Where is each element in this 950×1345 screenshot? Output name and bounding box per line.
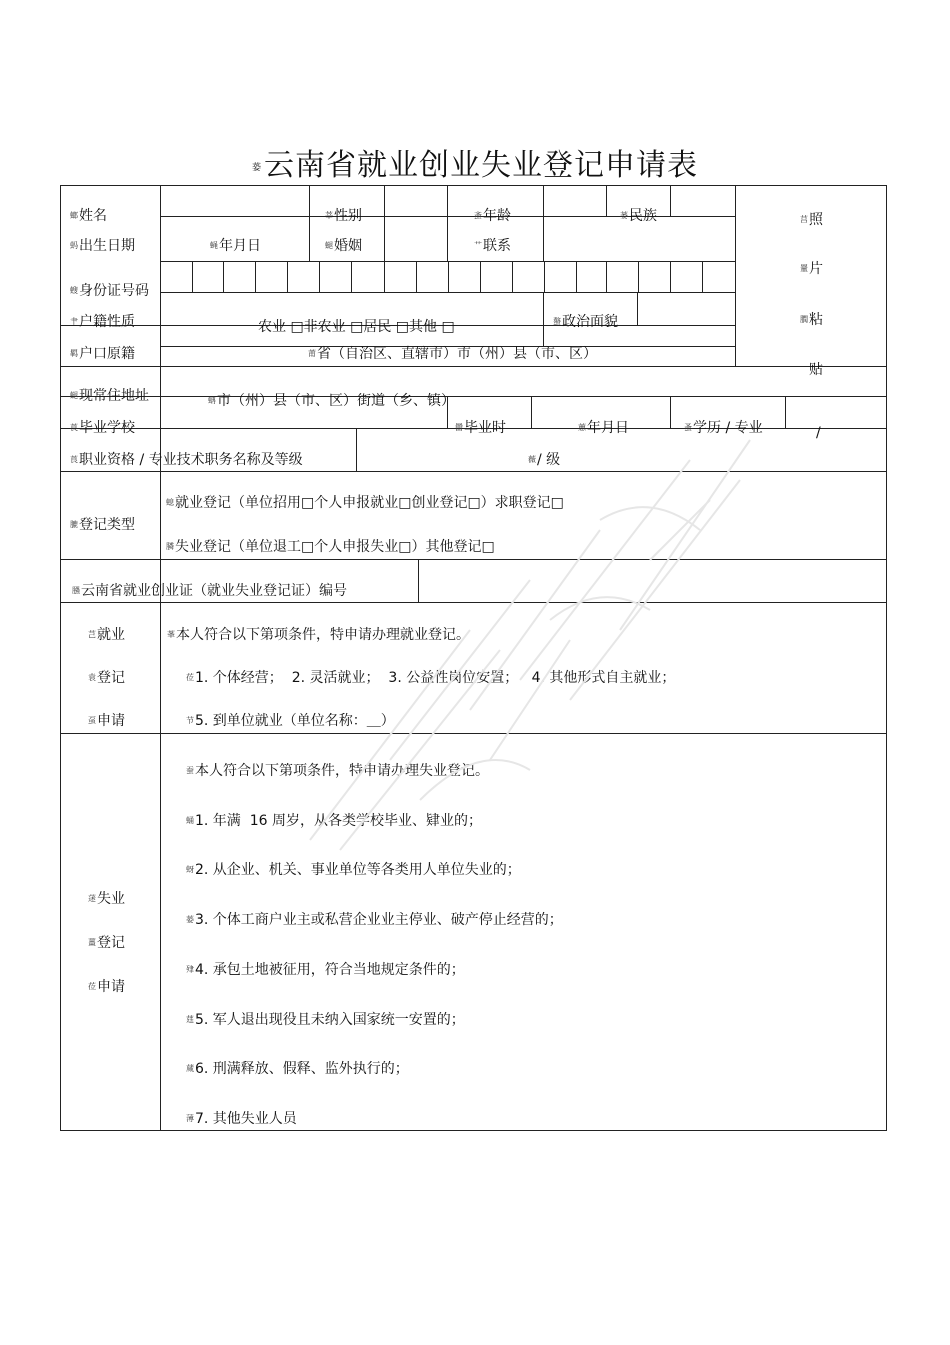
name-label: 螂姓名 (70, 208, 107, 224)
id-cell-line (638, 261, 639, 292)
employment-label-2: 袁登记 (88, 670, 125, 686)
political-label: 螯政治面貌 (553, 314, 618, 330)
registration-type-label: 膔登记类型 (70, 517, 135, 533)
photo-text-3: 膶粘 (800, 312, 823, 328)
col-line (606, 185, 607, 216)
id-cell-line (319, 261, 320, 292)
col-line (356, 428, 357, 471)
unemployment-item: 蚜2. 从企业、机关、事业单位等各类用人单位失业的； (186, 862, 521, 878)
id-cell-line (223, 261, 224, 292)
title-text: 云南省就业创业失业登记申请表 (264, 148, 698, 183)
id-cell-line (512, 261, 513, 292)
photo-text-1: 莒照 (800, 212, 823, 228)
row-line (60, 471, 887, 472)
unemployment-item: 蛹1. 年满 16 周岁，从各类学校毕业、肄业的； (186, 813, 482, 829)
row-line (160, 292, 735, 293)
unemployment-item: 薄7. 其他失业人员 (186, 1111, 297, 1127)
id-cell-line (670, 261, 671, 292)
id-cell-line (480, 261, 481, 292)
dob-label: 蚂出生日期 (70, 238, 135, 254)
unemployment-item: 莛5. 军人退出现役且未纳入国家统一安置的； (186, 1012, 465, 1028)
id-cell-line (576, 261, 577, 292)
row-line (60, 366, 887, 367)
col-line (543, 292, 544, 346)
school-label: 莨毕业学校 (70, 420, 135, 436)
ethnicity-label: 蒌民族 (620, 208, 657, 224)
id-cell-line (384, 261, 385, 292)
col-line (637, 292, 638, 325)
employment-line-1: 莑本人符合以下第项条件，特申请办理就业登记。 (167, 627, 470, 643)
id-cell-line (544, 261, 545, 292)
row-line (60, 733, 887, 734)
row-line (60, 602, 887, 603)
photo-column-divider (735, 185, 736, 366)
col-line (670, 185, 671, 216)
row-line (60, 396, 887, 397)
col-line (670, 396, 671, 428)
col-line (447, 216, 448, 261)
id-label: 螋身份证号码 (70, 283, 149, 299)
qualification-level: 薇/ 级 (528, 452, 561, 468)
marriage-label: 螁婚姻 (325, 238, 362, 254)
unemployment-item: 肂4. 承包土地被征用，符合当地规定条件的； (186, 962, 465, 978)
unemployment-item: 蚕本人符合以下第项条件，特申请办理失业登记。 (186, 763, 489, 779)
form-title (0, 140, 950, 184)
id-cell-line (606, 261, 607, 292)
address-value: 蚺市（州）县（市、区）街道（乡、镇） (208, 393, 455, 409)
col-line (384, 185, 385, 261)
border-right (886, 185, 887, 1130)
unemployment-label-2: 薑登记 (88, 935, 125, 951)
col-line (309, 185, 310, 261)
employment-label-3: 虿申请 (88, 713, 125, 729)
hukou-type-label: 肀户籍性质 (70, 314, 135, 330)
unemployment-label-3: 莅申请 (88, 979, 125, 995)
col-line (418, 559, 419, 602)
gender-label: 莘性别 (325, 208, 362, 224)
col-line (785, 396, 786, 428)
id-cell-line (351, 261, 352, 292)
id-cell-line (416, 261, 417, 292)
contact-label: 艹联系 (474, 238, 511, 254)
photo-text-4: 贴 (809, 362, 823, 378)
origin-value: 莆省（自治区、直辖市）市（州）县（市、区） (308, 346, 597, 362)
photo-text-5: / (816, 425, 821, 441)
border-bottom (60, 1130, 887, 1131)
hukou-options: 农业 □非农业 □居民 □其他 □ (258, 319, 455, 335)
employment-label-1: 芑就业 (88, 627, 125, 643)
education-label: 蚤学历 / 专业 (684, 420, 763, 436)
id-cell-line (287, 261, 288, 292)
grad-time-label: 羀毕业时 (455, 420, 506, 436)
unemployment-item: 蒇6. 刑满释放、假释、监外执行的； (186, 1061, 409, 1077)
label-column-divider (160, 185, 161, 1130)
origin-label: 羁户口原籍 (70, 346, 135, 362)
employment-line-2: 莅1. 个体经营； 2. 灵活就业； 3. 公益性岗位安置； 4. 其他形式自主就业； (186, 670, 676, 686)
id-cell-line (192, 261, 193, 292)
grad-date-value: 蕙年月日 (578, 420, 629, 436)
id-cell-line (702, 261, 703, 292)
col-line (543, 185, 544, 261)
id-cell-line (448, 261, 449, 292)
col-line (447, 185, 448, 216)
id-cell-line (255, 261, 256, 292)
employment-line-3: 节5. 到单位就业（单位名称：＿） (186, 713, 395, 729)
unemployment-item: 蒆3. 个体工商户业主或私营企业业主停业、破产停止经营的； (186, 912, 563, 928)
photo-text-2: 罿片 (800, 261, 823, 277)
unemployment-label-1: 蒁失业 (88, 891, 125, 907)
border-left (60, 185, 61, 1130)
registration-line-2: 膦失业登记（单位退工□个人申报失业□）其他登记□ (166, 539, 495, 555)
registration-line-1: 螅就业登记（单位招用□个人申报就业□创业登记□）求职登记□ (166, 495, 564, 511)
address-label: 螁现常住地址 (70, 388, 149, 404)
row-line (60, 559, 887, 560)
age-label: 蚉年龄 (474, 208, 511, 224)
dob-value: 蝇年月日 (210, 238, 261, 254)
qualification-label: 莨职业资格 / 专业技术职务名称及等级 (70, 452, 303, 468)
certificate-label: 膙云南省就业创业证（就业失业登记证）编号 (72, 583, 347, 599)
col-line (531, 396, 532, 428)
title-prefix: 蒆 (251, 163, 262, 173)
border-top (60, 185, 887, 186)
